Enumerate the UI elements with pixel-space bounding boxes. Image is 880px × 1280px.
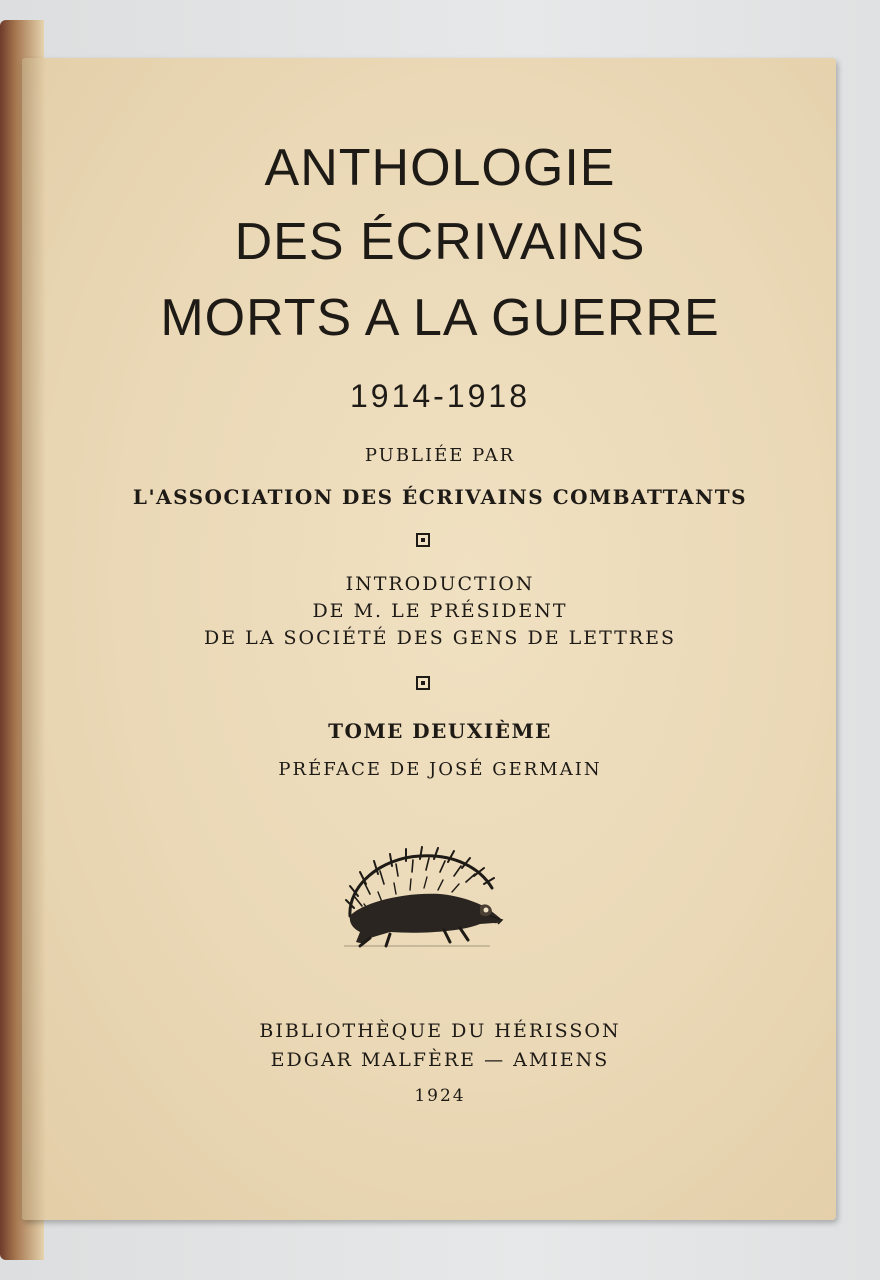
association-name: L'ASSOCIATION DES ÉCRIVAINS COMBATTANTS: [132, 485, 748, 509]
title-line-3: MORTS A LA GUERRE: [160, 289, 720, 347]
title-line-1: ANTHOLOGIE: [264, 139, 616, 197]
hedgehog-icon: [340, 846, 506, 954]
introduction-line-2: DE M. LE PRÉSIDENT: [312, 600, 568, 622]
title-line-2: DES ÉCRIVAINS: [234, 213, 646, 271]
square-ornament-icon: [416, 533, 430, 547]
published-by: PUBLIÉE PAR: [364, 445, 516, 466]
imprint-year: 1924: [414, 1086, 466, 1106]
title-years: 1914-1918: [349, 378, 531, 414]
introduction-line-3: DE LA SOCIÉTÉ DES GENS DE LETTRES: [203, 627, 676, 649]
introduction-line-1: INTRODUCTION: [345, 573, 535, 595]
imprint-publisher: EDGAR MALFÈRE — AMIENS: [270, 1049, 610, 1071]
tome-label: TOME DEUXIÈME: [328, 719, 552, 743]
imprint-library: BIBLIOTHÈQUE DU HÉRISSON: [259, 1020, 621, 1042]
preface-line: PRÉFACE DE JOSÉ GERMAIN: [278, 759, 602, 780]
square-ornament-icon: [416, 676, 430, 690]
